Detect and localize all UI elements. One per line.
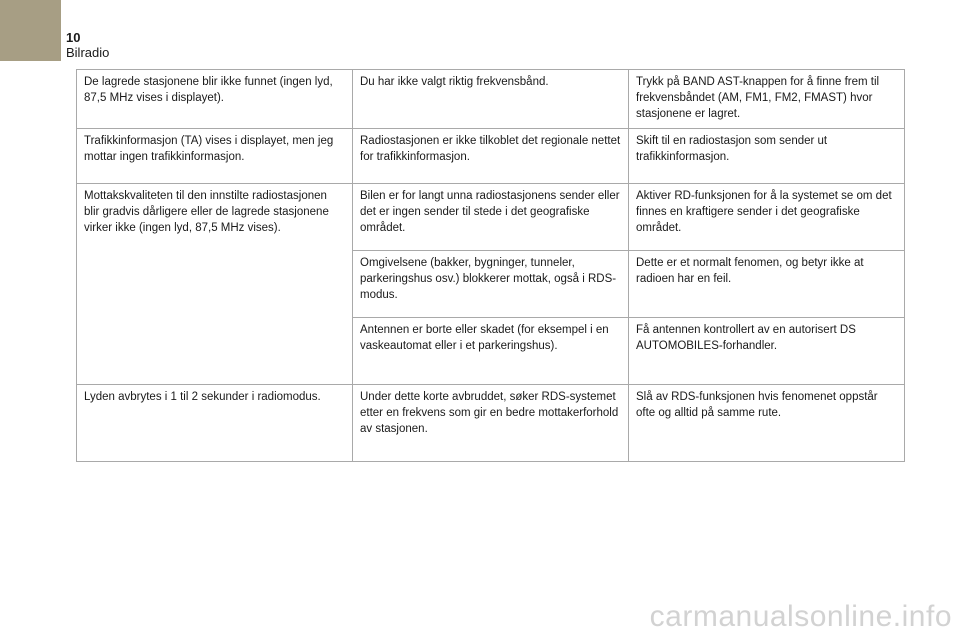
problem-cell: Mottakskvaliteten til den innstilte radiostasjonen blir gradvis dårligere eller de lagrede stasjonene virker ikke (ingen lyd, 87,5 MHz vises).: [77, 184, 353, 385]
watermark: carmanualsonline.info: [649, 600, 952, 633]
table-row: [77, 184, 905, 251]
table-row: [77, 129, 905, 184]
cause-cell: Du har ikke valgt riktig frekvensbånd.: [353, 70, 629, 129]
solution-cell: Slå av RDS-funksjonen hvis fenomenet oppstår ofte og alltid på samme rute.: [629, 385, 905, 462]
problem-cell: De lagrede stasjonene blir ikke funnet (ingen lyd, 87,5 MHz vises i displayet).: [77, 70, 353, 129]
solution-cell: Dette er et normalt fenomen, og betyr ikke at radioen har en feil.: [629, 251, 905, 318]
cause-cell: Radiostasjonen er ikke tilkoblet det regionale nettet for trafikkinformasjon.: [353, 129, 629, 184]
troubleshooting-table: [76, 69, 905, 462]
table-row: [77, 385, 905, 462]
page-number: 10: [66, 30, 81, 45]
cause-cell: Omgivelsene (bakker, bygninger, tunneler, parkeringshus osv.) blokkerer mottak, også i RDS-modus.: [353, 251, 629, 318]
solution-cell: Aktiver RD-funksjonen for å la systemet se om det finnes en kraftigere sender i det geografiske området.: [629, 184, 905, 251]
chapter-tab: [0, 0, 61, 61]
problem-cell: Lyden avbrytes i 1 til 2 sekunder i radiomodus.: [77, 385, 353, 462]
solution-cell: Trykk på BAND AST-knappen for å finne frem til frekvensbåndet (AM, FM1, FM2, FMAST) hvor stasjonene er lagret.: [629, 70, 905, 129]
section-title: Bilradio: [66, 45, 110, 60]
cause-cell: Antennen er borte eller skadet (for eksempel i en vaskeautomat eller i et parkeringshus).: [353, 318, 629, 385]
cause-cell: Bilen er for langt unna radiostasjonens sender eller det er ingen sender til stede i det geografiske området.: [353, 184, 629, 251]
table-row: [77, 70, 905, 129]
problem-cell: Trafikkinformasjon (TA) vises i displayet, men jeg mottar ingen trafikkinformasjon.: [77, 129, 353, 184]
solution-cell: Få antennen kontrollert av en autorisert DS AUTOMOBILES-forhandler.: [629, 318, 905, 385]
cause-cell: Under dette korte avbruddet, søker RDS-systemet etter en frekvens som gir en bedre mottakerforhold av stasjonen.: [353, 385, 629, 462]
solution-cell: Skift til en radiostasjon som sender ut trafikkinformasjon.: [629, 129, 905, 184]
